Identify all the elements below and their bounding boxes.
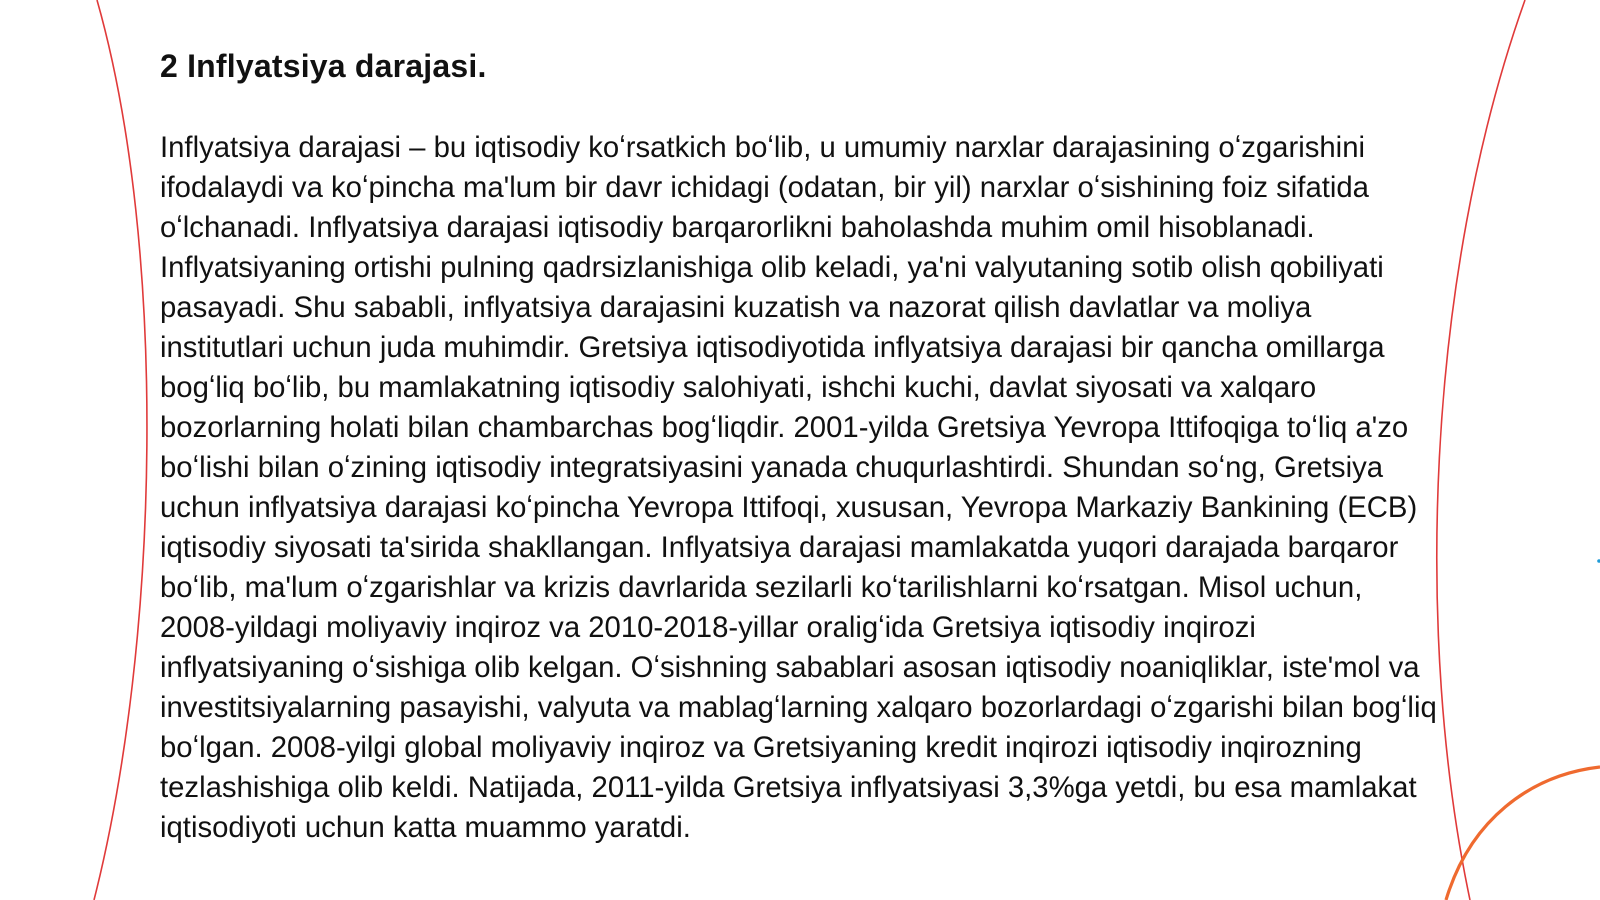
left-curve-line	[94, 0, 147, 900]
slide-body-text: Inflyatsiya darajasi – bu iqtisodiy koʻrsatkich boʻlib, u umumiy narxlar darajasining oʻzgarishini ifodalaydi va koʻpincha ma'lum bir davr ichidagi (odatan, bir yil) narxlar oʻsishining foiz sifatida oʻlchanadi. Inflyatsiya darajasi iqtisodiy barqarorlikni baholashda muhim omil hisoblanadi. Inflyatsiyaning ortishi pulning qadrsizlanishiga olib keladi, ya'ni valyutaning sotib olish qobiliyati pasayadi. Shu sababli, inflyatsiya darajasini kuzatish va nazorat qilish davlatlar va moliya institutlari uchun juda muhimdir. Gretsiya iqtisodiyotida inflyatsiya darajasi bir qancha omillarga bogʻliq boʻlib, bu mamlakatning iqtisodiy salohiyati, ishchi kuchi, davlat siyosati va xalqaro bozorlarning holati bilan chambarchas bogʻliqdir. 2001-yilda Gretsiya Yevropa Ittifoqiga toʻliq a'zo boʻlishi bilan oʻzining iqtisodiy integratsiyasini yanada chuqurlashtirdi. Shundan soʻng, Gretsiya uchun inflyatsiya darajasi koʻpincha Yevropa Ittifoqi, xususan, Yevropa Markaziy Bankining (ECB) iqtisodiy siyosati ta'sirida shakllangan. Inflyatsiya darajasi mamlakatda yuqori darajada barqaror boʻlib, ma'lum oʻzgarishlar va krizis davrlarida sezilarli koʻtarilishlarni koʻrsatgan. Misol uchun, 2008-yildagi moliyaviy inqiroz va 2010-2018-yillar oraligʻida Gretsiya iqtisodiy inqirozi inflyatsiyaning oʻsishiga olib kelgan. Oʻsishning sabablari asosan iqtisodiy noaniqliklar, iste'mol va investitsiyalarning pasayishi, valyuta va mablagʻlarning xalqaro bozorlardagi oʻzgarishi bilan bogʻliq boʻlgan. 2008-yilgi global moliyaviy inqiroz va Gretsiyaning kredit inqirozi iqtisodiy inqirozning tezlashishiga olib keldi. Natijada, 2011-yilda Gretsiya inflyatsiyasi 3,3%ga yetdi, bu esa mamlakat iqtisodiyoti uchun katta muammo yaratdi.	[160, 131, 1437, 844]
right-curve-line	[1437, 0, 1525, 900]
slide-title: 2 Inflyatsiya darajasi.	[160, 48, 487, 84]
orange-arc	[1446, 767, 1600, 900]
